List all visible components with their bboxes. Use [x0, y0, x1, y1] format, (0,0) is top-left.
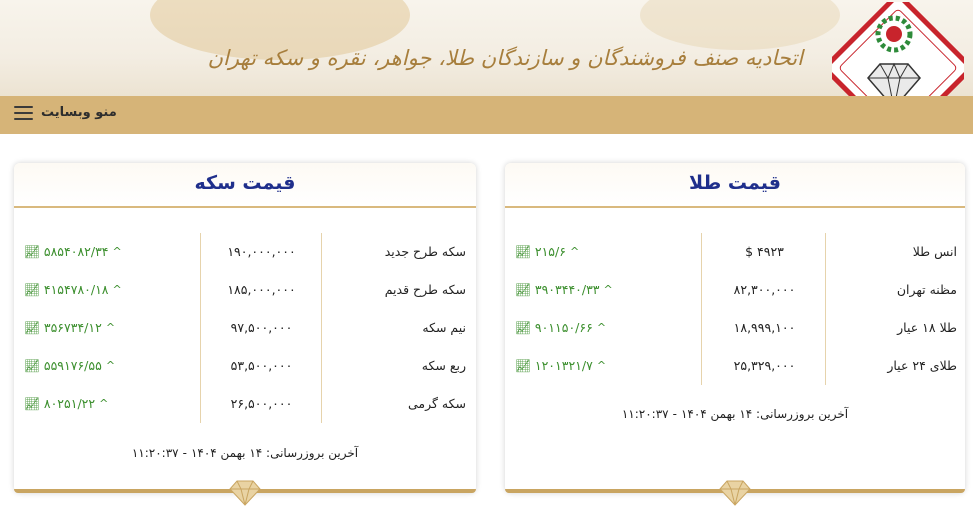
chart-icon: 📈︎ — [515, 358, 531, 373]
chart-icon: 📈︎ — [515, 320, 531, 335]
decorative-gold-dust — [640, 0, 840, 50]
last-updated-label: آخرین بروزرسانی: — [756, 407, 849, 421]
hamburger-icon — [14, 106, 33, 120]
last-updated: آخرین بروزرسانی: ۱۴ بهمن ۱۴۰۴-۱۱:۲۰:۳۷ — [621, 407, 849, 421]
item-name: طلا ۱۸ عیار — [897, 320, 957, 335]
chart-icon: 📈︎ — [515, 244, 531, 259]
change-value: ۵۵۹۱۷۶/۵۵ — [43, 358, 102, 373]
change-cell — [515, 271, 613, 309]
change-value: ۳۹۰۳۴۴۰/۳۳ — [534, 282, 600, 297]
table-row — [14, 347, 476, 385]
table-row — [14, 233, 476, 271]
up-arrow-icon: ^ — [99, 397, 109, 410]
item-name: نیم سکه — [422, 320, 466, 335]
chart-icon: 📈︎ — [24, 244, 40, 259]
gold-card-header — [505, 163, 965, 208]
last-updated-time: ۱۱:۲۰:۳۷ — [131, 446, 179, 460]
last-updated-label: آخرین بروزرسانی: — [266, 446, 359, 460]
guild-diamond-seal-icon[interactable] — [832, 2, 964, 96]
site-menu-label: منو وبسایت — [41, 105, 117, 120]
guild-title: اتحادیه صنف فروشندگان و سازندگان طلا، جواهر، نقره و سکه تهران — [207, 46, 803, 70]
change-cell — [24, 271, 122, 309]
gold-card-title: قیمت طلا — [689, 172, 781, 194]
up-arrow-icon: ^ — [105, 359, 116, 372]
item-name: انس طلا — [912, 244, 957, 259]
last-updated-date: ۱۴ بهمن ۱۴۰۴ — [680, 407, 753, 421]
change-value: ۳۵۶۷۳۴/۱۲ — [43, 320, 102, 335]
change-value: ۸۰۲۵۱/۲۲ — [43, 396, 96, 411]
price-cell: ۱۸,۹۹۹,۱۰۰ — [733, 320, 796, 335]
coin-card-title: قیمت سکه — [194, 172, 296, 194]
item-name: مظنه تهران — [896, 282, 957, 297]
change-cell — [24, 347, 115, 385]
item-name: سکه گرمی — [407, 396, 466, 411]
change-cell — [24, 385, 108, 423]
change-cell — [24, 309, 115, 347]
diamond-icon — [229, 480, 261, 506]
last-updated: آخرین بروزرسانی: ۱۴ بهمن ۱۴۰۴-۱۱:۲۰:۳۷ — [131, 446, 359, 460]
last-updated-date: ۱۴ بهمن ۱۴۰۴ — [190, 446, 263, 460]
gold-price-card — [505, 163, 965, 493]
up-arrow-icon: ^ — [596, 321, 607, 334]
up-arrow-icon: ^ — [112, 245, 122, 258]
up-arrow-icon: ^ — [569, 245, 580, 258]
up-arrow-icon: ^ — [596, 359, 607, 372]
change-cell — [24, 233, 122, 271]
table-row — [14, 271, 476, 309]
chart-icon: 📈︎ — [515, 282, 531, 297]
change-cell — [515, 233, 579, 271]
item-name: سکه طرح جدید — [384, 244, 466, 259]
table-row — [505, 347, 965, 385]
diamond-icon — [719, 480, 751, 506]
price-cell: ۱۸۵,۰۰۰,۰۰۰ — [227, 282, 296, 297]
change-cell — [515, 309, 606, 347]
table-row — [505, 233, 965, 271]
up-arrow-icon: ^ — [603, 283, 613, 296]
coin-card-header — [14, 163, 476, 208]
change-value: ۲۱۵/۶ — [534, 244, 566, 259]
price-cell: $ ۴۹۲۳ — [745, 244, 784, 259]
coin-price-card — [14, 163, 476, 493]
chart-icon: 📈︎ — [24, 358, 40, 373]
price-cell: ۵۳,۵۰۰,۰۰۰ — [230, 358, 293, 373]
change-value: ۴۱۵۴۷۸۰/۱۸ — [43, 282, 109, 297]
table-row — [14, 309, 476, 347]
chart-icon: 📈︎ — [24, 282, 40, 297]
price-cell: ۲۵,۳۲۹,۰۰۰ — [733, 358, 796, 373]
menu-bar — [0, 96, 973, 134]
item-name: سکه طرح قدیم — [384, 282, 466, 297]
table-row — [505, 271, 965, 309]
site-header — [0, 0, 973, 96]
item-name: ربع سکه — [421, 358, 466, 373]
up-arrow-icon: ^ — [105, 321, 116, 334]
chart-icon: 📈︎ — [24, 396, 40, 411]
item-name: طلای ۲۴ عیار — [887, 358, 957, 373]
price-cell: ۸۲,۳۰۰,۰۰۰ — [733, 282, 796, 297]
chart-icon: 📈︎ — [24, 320, 40, 335]
last-updated-time: ۱۱:۲۰:۳۷ — [621, 407, 669, 421]
change-value: ۹۰۱۱۵۰/۶۶ — [534, 320, 593, 335]
price-cell: ۲۶,۵۰۰,۰۰۰ — [230, 396, 293, 411]
price-cell: ۱۹۰,۰۰۰,۰۰۰ — [227, 244, 296, 259]
table-row — [14, 385, 476, 423]
table-row — [505, 309, 965, 347]
site-menu-button[interactable] — [14, 105, 117, 120]
change-value: ۱۲۰۱۳۲۱/۷ — [534, 358, 593, 373]
up-arrow-icon: ^ — [112, 283, 122, 296]
price-cell: ۹۷,۵۰۰,۰۰۰ — [230, 320, 293, 335]
change-cell — [515, 347, 606, 385]
change-value: ۵۸۵۴۰۸۲/۳۴ — [43, 244, 109, 259]
